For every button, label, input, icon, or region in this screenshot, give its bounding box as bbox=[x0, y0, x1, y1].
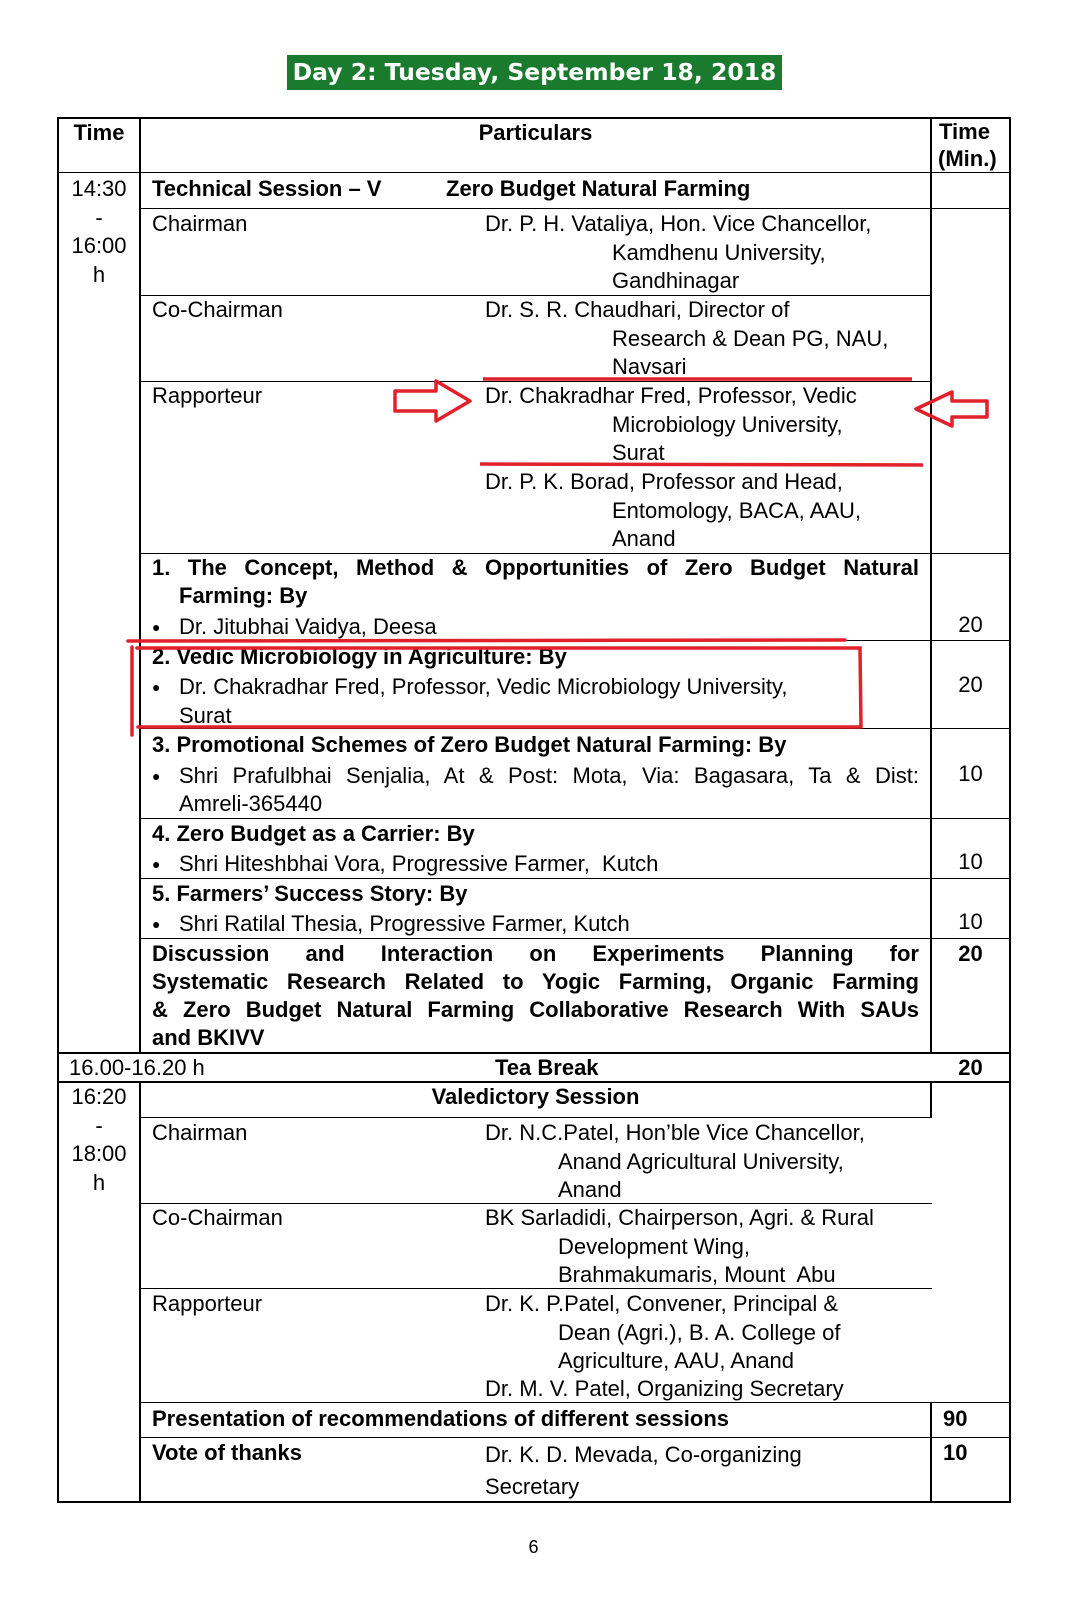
talk-3-title: 3. Promotional Schemes of Zero Budget Natural Farming: By bbox=[152, 732, 787, 757]
valedictory-rapporteur-role: Rapporteur bbox=[152, 1291, 263, 1316]
talk-4-minutes: 10 bbox=[958, 849, 983, 874]
talk-5-speaker: Shri Ratilal Thesia, Progressive Farmer, Kutch bbox=[179, 911, 630, 936]
rapporteur-1-name: Dr. Chakradhar Fred, Professor, Vedic Microbiology University, Surat bbox=[485, 383, 857, 465]
talk-3-speaker-line-1: Shri Prafulbhai Senjalia, At & Post: Mota, Via: Bagasara, Ta & Dist: bbox=[179, 763, 919, 788]
talk-5-minutes: 10 bbox=[958, 909, 983, 934]
talk-5-title: 5. Farmers’ Success Story: By bbox=[152, 881, 468, 906]
cochairman-name: Dr. S. R. Chaudhari, Director of Research & Dean PG, NAU, Navsari bbox=[485, 297, 889, 379]
chairman-name: Dr. P. H. Vataliya, Hon. Vice Chancellor, Kamdhenu University, Gandhinagar bbox=[485, 211, 872, 293]
talk-1-speaker: Dr. Jitubhai Vaidya, Deesa bbox=[179, 614, 437, 639]
talk-1-title-line-2: Farming: By bbox=[179, 583, 308, 608]
presentation-label: Presentation of recommendations of different sessions bbox=[152, 1406, 730, 1431]
bullet-icon: ● bbox=[152, 916, 161, 932]
vote-of-thanks-minutes: 10 bbox=[943, 1440, 968, 1465]
highlight-box bbox=[128, 640, 861, 735]
talk-3-speaker-line-2: Amreli-365440 bbox=[179, 791, 323, 816]
talk-2-speaker: Dr. Chakradhar Fred, Professor, Vedic Microbiology University, Surat bbox=[179, 674, 788, 728]
bullet-icon: ● bbox=[152, 856, 161, 872]
talk-1-title-line-1: 1. The Concept, Method & Opportunities of Zero Budget Natural bbox=[152, 555, 919, 580]
chairman-role-label: Chairman bbox=[152, 211, 248, 236]
valedictory-title: Valedictory Session bbox=[431, 1084, 640, 1109]
valedictory-rapporteur-1-name: Dr. K. P.Patel, Convener, Principal & Dean (Agri.), B. A. College of Agriculture, AAU, Anand bbox=[485, 1291, 841, 1373]
session-5-time: 14:30 - 16:00 h bbox=[71, 176, 127, 287]
discussion-minutes: 20 bbox=[958, 941, 983, 966]
valedictory-chairman-role: Chairman bbox=[152, 1120, 248, 1145]
valedictory-cochairman-role: Co-Chairman bbox=[152, 1205, 283, 1230]
session-5-subtitle: Zero Budget Natural Farming bbox=[446, 176, 751, 201]
bullet-icon: ● bbox=[152, 619, 161, 635]
talk-2-title: 2. Vedic Microbiology in Agriculture: By bbox=[152, 644, 567, 669]
header-particulars: Particulars bbox=[478, 120, 593, 145]
tea-break-label: Tea Break bbox=[495, 1055, 599, 1080]
discussion-line-4: and BKIVV bbox=[152, 1025, 265, 1050]
page-number: 6 bbox=[528, 1537, 539, 1557]
header-time-min: Time (Min.) bbox=[938, 119, 997, 171]
discussion-line-3: & Zero Budget Natural Farming Collaborative Research With SAUs bbox=[152, 997, 919, 1022]
tea-break-minutes: 20 bbox=[958, 1055, 983, 1080]
rapporteur-role-label: Rapporteur bbox=[152, 383, 263, 408]
valedictory-cochairman-name: BK Sarladidi, Chairperson, Agri. & Rural Development Wing, Brahmakumaris, Mount Abu bbox=[485, 1205, 874, 1287]
tea-break-time: 16.00-16.20 h bbox=[69, 1055, 205, 1080]
talk-4-title: 4. Zero Budget as a Carrier: By bbox=[152, 821, 475, 846]
valedictory-time: 16:20 - 18:00 h bbox=[71, 1084, 127, 1195]
underline-mark bbox=[480, 464, 923, 465]
header-time: Time bbox=[73, 120, 125, 145]
discussion-line-2: Systematic Research Related to Yogic Farming, Organic Farming bbox=[152, 969, 919, 994]
discussion-line-1: Discussion and Interaction on Experiments Planning for bbox=[152, 941, 919, 966]
session-5-title: Technical Session – V bbox=[152, 176, 382, 201]
bullet-icon: ● bbox=[152, 679, 161, 695]
day-title: Day 2: Tuesday, September 18, 2018 bbox=[287, 55, 782, 90]
left-arrow-icon bbox=[916, 392, 987, 426]
vote-of-thanks-label: Vote of thanks bbox=[152, 1440, 302, 1465]
talk-2-minutes: 20 bbox=[958, 672, 983, 697]
presentation-minutes: 90 bbox=[943, 1406, 968, 1431]
valedictory-chairman-name: Dr. N.C.Patel, Hon’ble Vice Chancellor, Anand Agricultural University, Anand bbox=[485, 1120, 865, 1202]
talk-4-speaker: Shri Hiteshbhai Vora, Progressive Farmer, Kutch bbox=[179, 851, 659, 876]
right-arrow-icon bbox=[395, 381, 470, 421]
bullet-icon: ● bbox=[152, 768, 161, 784]
rapporteur-2-name: Dr. P. K. Borad, Professor and Head, Entomology, BACA, AAU, Anand bbox=[485, 469, 862, 551]
talk-1-minutes: 20 bbox=[958, 612, 983, 637]
talk-3-minutes: 10 bbox=[958, 761, 983, 786]
vote-of-thanks-name: Dr. K. D. Mevada, Co-organizing Secretary bbox=[485, 1442, 802, 1499]
valedictory-rapporteur-2-name: Dr. M. V. Patel, Organizing Secretary bbox=[485, 1376, 844, 1401]
cochairman-role-label: Co-Chairman bbox=[152, 297, 283, 322]
